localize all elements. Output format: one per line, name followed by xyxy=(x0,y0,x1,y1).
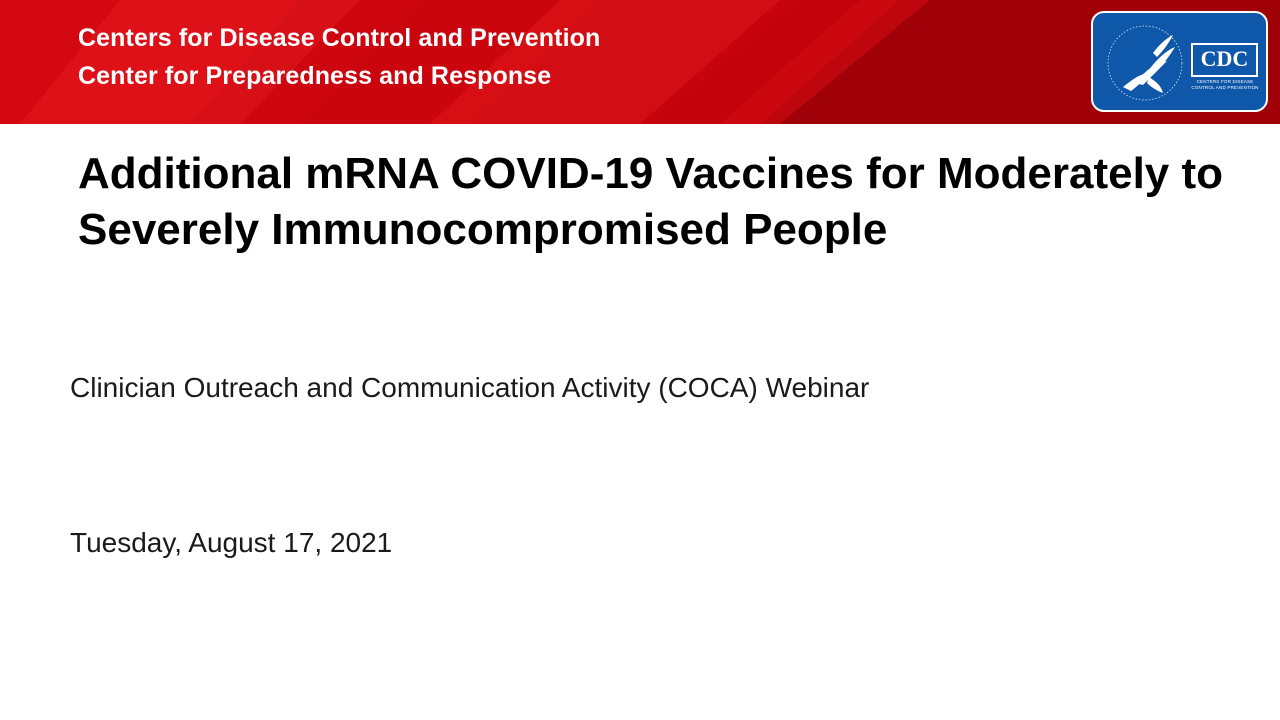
center-name: Center for Preparedness and Response xyxy=(78,62,552,90)
slide-date: Tuesday, August 17, 2021 xyxy=(70,527,393,558)
header-banner xyxy=(0,0,1280,124)
hhs-cdc-logo xyxy=(1091,11,1268,112)
org-name: Centers for Disease Control and Prevention xyxy=(78,24,601,52)
slide-subtitle: Clinician Outreach and Communication Activity (COCA) Webinar xyxy=(70,372,870,403)
cdc-letters: CDC xyxy=(1200,46,1249,71)
slide-title: Additional mRNA COVID-19 Vaccines for Moderately to Severely Immunocompromised People xyxy=(78,149,1224,254)
cdc-tagline: CENTERS FOR DISEASE CONTROL AND PREVENTION xyxy=(1191,79,1259,90)
